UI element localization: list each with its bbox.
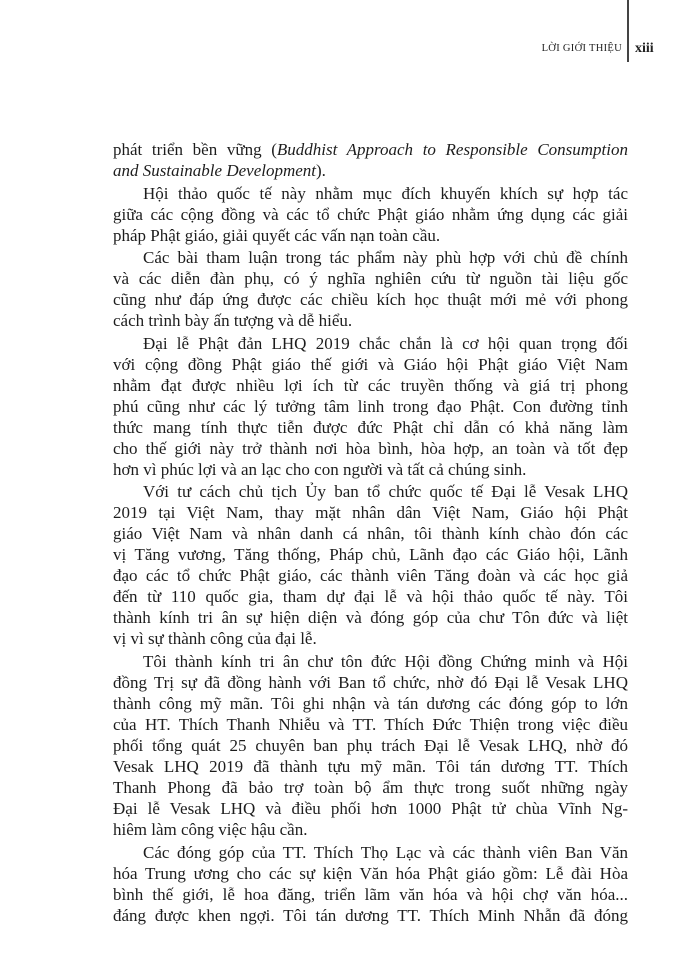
text-line: cho thế giới này trở thành nơi hòa bình, hòa hợp, an toàn và tốt đẹp [113,438,628,458]
text-line: và các diễn đàn phụ, có ý nghĩa nghiên cứu từ nguồn tài liệu gốc [113,269,628,289]
text-line: hóa Trung ương cho các sự kiện Văn hóa Phật giáo gồm: Lễ đài Hòa [113,863,628,883]
text-line: Với tư cách chủ tịch Ủy ban tổ chức quốc tế Đại lễ Vesak LHQ [143,482,628,502]
text-line: hiêm làm công việc hậu cần. [113,819,308,839]
paragraph [113,183,628,246]
paragraph-continued [113,139,628,181]
text-line: thành kính tri ân sự hiện diện và đóng góp của chư Tôn đức và liệt [113,608,628,628]
paragraph [113,481,628,649]
text-line: của HT. Thích Thanh Nhiễu và TT. Thích Đức Thiện trong việc điều [113,714,628,734]
text-line: cũng như đáp ứng được các chiều kích học thuật mới mẻ với phong [113,290,628,310]
text-line: Đại lễ Phật đản LHQ 2019 chắc chắn là cơ hội quan trọng đối [143,333,628,353]
text-line: giáo Việt Nam và nhân danh cá nhân, tôi thành kính chào đón các [113,524,628,544]
paragraph [113,247,628,331]
text-segment: ). [316,161,326,180]
text-line: hơn vì phúc lợi và an lạc cho con người và tất cả chúng sinh. [113,459,527,479]
text-line: Thanh Phong đã bảo trợ toàn bộ ẩm thực trong suốt những ngày [113,777,628,797]
text-line [113,160,628,181]
italic-title-text: and Sustainable Development [113,161,317,180]
text-segment: phát triển bền vững ( [113,140,277,159]
text-line: Tôi thành kính tri ân chư tôn đức Hội đồng Chứng minh và Hội [143,651,628,671]
text-line: với cộng đồng Phật giáo thế giới và Giáo hội Phật giáo Việt Nam [113,354,628,374]
running-header [0,41,700,61]
text-line: vị vì sự thành công của đại lễ. [113,629,317,649]
text-line: Các đóng góp của TT. Thích Thọ Lạc và các thành viên Ban Văn [143,842,628,862]
text-line: Các bài tham luận trong tác phẩm này phù hợp với chủ đề chính [143,248,628,268]
text-line [113,139,628,160]
text-line: vị Tăng vương, Tăng thống, Pháp chủ, Lãnh đạo các Giáo hội, Lãnh [113,545,628,565]
text-line: nhằm đạt được nhiều lợi ích từ các truyền thống và giá trị phong [113,375,628,395]
text-line: thức mang tính thực tiễn được đức Phật chỉ dẫn có khả năng làm [113,417,628,437]
italic-title-text: Buddhist Approach to Responsible Consumption [276,140,629,159]
paragraph [113,651,628,840]
text-line: cách trình bày ấn tượng và dễ hiểu. [113,311,353,331]
text-line: thành công mỹ mãn. Tôi ghi nhận và tán dương các đóng góp to lớn [113,693,628,713]
text-line: Đại lễ Vesak LHQ và điều phối hơn 1000 Phật tử chùa Vĩnh Ng- [113,798,628,818]
paragraph [113,333,628,480]
text-line: đến từ 110 quốc gia, tham dự đại lễ và hội thảo quốc tế này. Tôi [113,587,628,607]
text-line: đạo các tổ chức Phật giáo, các thành viên Tăng đoàn và các học giả [113,566,628,586]
text-line: bình thế giới, lễ hoa đăng, triển lãm văn hóa và hội chợ văn hóa... [113,884,628,904]
paragraph [113,842,628,926]
text-line: Hội thảo quốc tế này nhằm mục đích khuyến khích sự hợp tác [143,183,628,203]
text-line: 2019 tại Việt Nam, thay mặt nhân dân Việt Nam, Giáo hội Phật [113,503,628,523]
text-line: pháp Phật giáo, giải quyết các vấn nạn toàn cầu. [113,225,441,245]
text-line: giữa các cộng đồng và các tổ chức Phật giáo nhằm ứng dụng các giải [113,204,628,224]
body-text [113,139,628,927]
text-line: đáng được khen ngợi. Tôi tán dương TT. Thích Minh Nhẫn đã đóng [113,905,628,925]
text-line: phú cũng như các lý tưởng tâm linh trong đạo Phật. Con đường tỉnh [113,396,628,416]
text-line: Vesak LHQ 2019 đã thành tựu mỹ mãn. Tôi tán dương TT. Thích [113,756,628,776]
section-title: LỜI GIỚI THIỆU [541,43,622,54]
text-line: phối tổng quát 25 chuyên ban phụ trách Đại lễ Vesak LHQ, nhờ đó [113,735,628,755]
page-number: xiii [635,41,654,56]
text-line: đồng Trị sự đã đồng hành với Ban tổ chức, nhờ đó Đại lễ Vesak LHQ [113,672,628,692]
